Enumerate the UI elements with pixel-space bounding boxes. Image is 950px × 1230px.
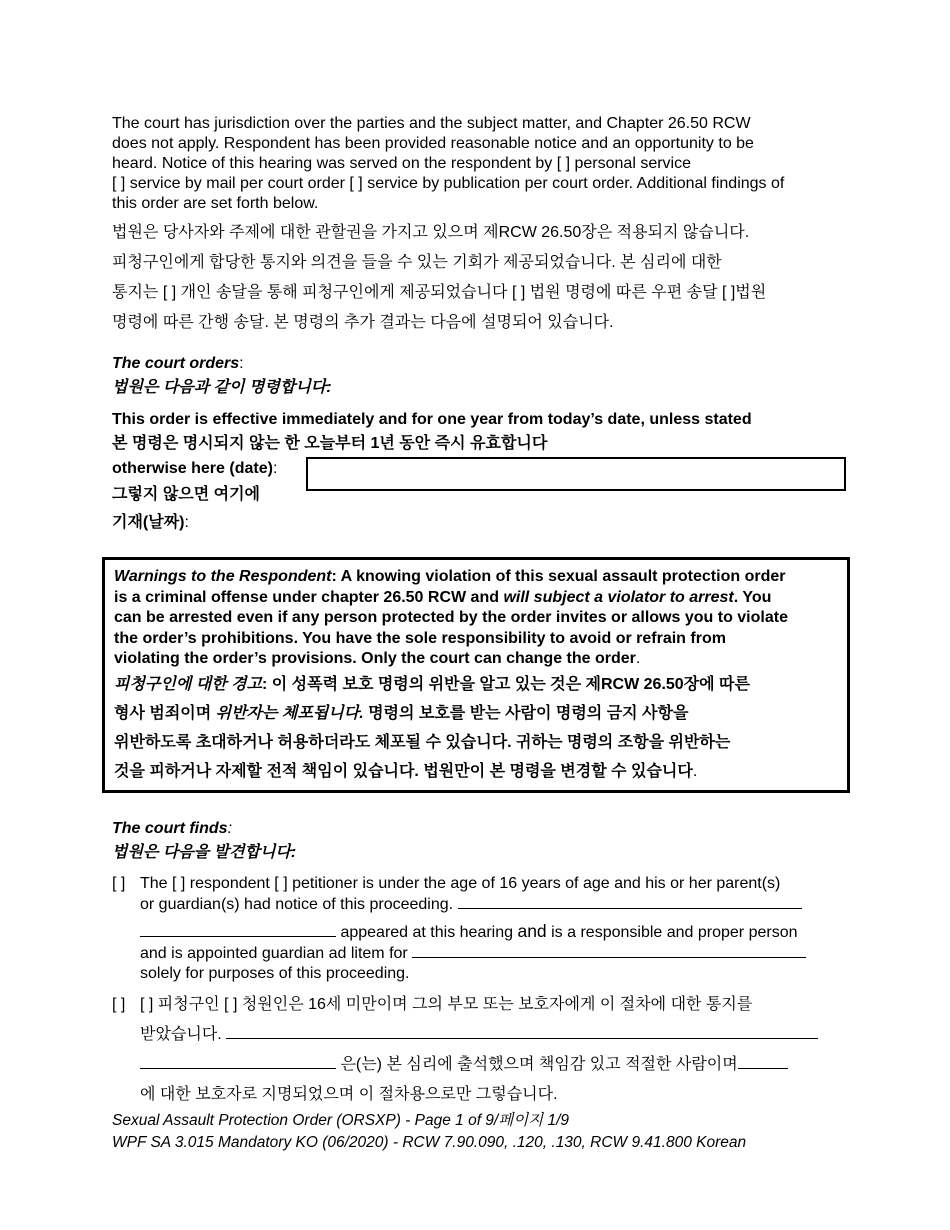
text-line: 명령에 따른 간행 송달. 본 명령의 추가 결과는 다음에 설명되어 있습니다. xyxy=(112,314,614,331)
text-line: [ ] service by mail per court order [ ] service by publication per court order. Additional findings of xyxy=(112,175,785,192)
text-span: 받았습니다. xyxy=(140,1026,222,1043)
warning-lead-en: Warnings to the Respondent xyxy=(114,568,332,585)
warning-text: . You xyxy=(733,588,772,606)
date-input[interactable] xyxy=(306,457,846,491)
ward-name-blank[interactable] xyxy=(412,943,806,958)
finds-heading xyxy=(112,817,852,841)
text-line: The [ ] respondent [ ] petitioner is under the age of 16 years of age and his or her parent(s) xyxy=(140,875,781,892)
text-line xyxy=(140,921,852,943)
warning-line xyxy=(114,567,839,588)
warning-text: is a criminal offense under chapter 26.50 RCW and xyxy=(114,588,504,606)
text-line: 에 대한 보호자로 지명되었으며 이 절차용으로만 그렇습니다. xyxy=(140,1086,558,1103)
jurisdiction-ko xyxy=(112,218,852,338)
text-span: 은(는) 본 심리에 출석했으며 책임감 있고 적절한 사람이며 xyxy=(336,1056,738,1073)
ward-name-blank-ko[interactable] xyxy=(738,1054,788,1069)
text-line xyxy=(140,894,852,915)
notice-blank-line-ko[interactable] xyxy=(226,1024,818,1039)
warning-line-ko xyxy=(114,757,839,786)
text-span: and xyxy=(517,921,547,941)
text-span: and is appointed guardian ad litem for xyxy=(140,945,413,962)
warning-text: : A knowing violation of this sexual assault protection order xyxy=(331,568,786,585)
orders-heading-en: The court orders xyxy=(112,355,240,372)
warning-line xyxy=(114,649,839,670)
date-row xyxy=(112,456,852,538)
text-line: 법원은 당사자와 주제에 대한 관할권을 가지고 있으며 제RCW 26.50장은 적용되지 않습니다. xyxy=(112,224,750,241)
page-footer xyxy=(112,1110,746,1154)
order-page xyxy=(112,114,852,538)
text-line: The court has jurisdiction over the parties and the subject matter, and Chapter 26.50 RCW xyxy=(112,115,751,132)
warning-line-ko: 위반하도록 초대하거나 허용하더라도 체포될 수 있습니다. 귀하는 명령의 조항을 위반하는 xyxy=(114,733,731,751)
warning-line-ko xyxy=(114,670,839,699)
colon: : xyxy=(239,355,244,372)
date-label-en xyxy=(112,456,307,482)
warning-line xyxy=(114,588,839,609)
warning-text: : 이 성폭력 보호 명령의 위반을 알고 있는 것은 제RCW 26.50장에 따른 xyxy=(262,675,750,693)
text-line: 통지는 [ ] 개인 송달을 통해 피청구인에게 제공되었습니다 [ ] 법원 명령에 따른 우편 송달 [ ]법원 xyxy=(112,284,767,301)
footer-line-2: WPF SA 3.015 Mandatory KO (06/2020) - RCW 7.90.090, .120, .130, RCW 9.41.800 Korean xyxy=(112,1134,747,1151)
text-span: appeared at this hearing xyxy=(336,924,518,941)
warning-arrest-ko: 위반자는 체포됩니다. xyxy=(215,704,364,722)
finding-checkbox[interactable]: [ ] xyxy=(112,996,126,1013)
notice-blank-line[interactable] xyxy=(458,894,802,909)
orders-heading-ko: 법원은 다음과 같이 명령합니다: xyxy=(112,379,332,396)
colon: : xyxy=(272,460,278,477)
warning-line: the order’s prohibitions. You have the sole responsibility to avoid or refrain from xyxy=(114,629,726,647)
text-line: does not apply. Respondent has been provided reasonable notice and an opportunity to be xyxy=(112,135,754,152)
date-label-ko-2-text: 기재(날짜) xyxy=(112,514,185,531)
orders-heading xyxy=(112,352,852,376)
finding-item-en xyxy=(112,874,852,984)
text-line: 피청구인에게 합당한 통지와 의견을 들을 수 있는 기회가 제공되었습니다. 본 심리에 대한 xyxy=(112,254,722,271)
date-labels xyxy=(112,456,307,538)
effective-en: This order is effective immediately and for one year from today’s date, unless stated xyxy=(112,411,752,428)
warning-line: can be arrested even if any person protected by the order invites or allows you to violate xyxy=(114,609,788,626)
period: . xyxy=(692,762,698,780)
warning-line-ko xyxy=(114,699,839,728)
court-finds-section xyxy=(112,817,852,1110)
respondent-warning-box xyxy=(102,557,850,793)
colon: : xyxy=(227,820,233,837)
guardian-name-blank-ko[interactable] xyxy=(140,1054,336,1069)
text-line xyxy=(140,943,852,964)
text-line: solely for purposes of this proceeding. xyxy=(140,965,410,982)
jurisdiction-en xyxy=(112,114,852,214)
guardian-name-blank[interactable] xyxy=(140,922,336,937)
finds-heading-ko: 법원은 다음을 발견합니다: xyxy=(112,844,297,861)
text-line: heard. Notice of this hearing was served on the respondent by [ ] personal service xyxy=(112,155,691,172)
date-label-ko-2 xyxy=(112,508,307,538)
period: . xyxy=(635,650,641,667)
text-line: [ ] 피청구인 [ ] 청원인은 16세 미만이며 그의 부모 또는 보호자에게 이 절차에 대한 통지를 xyxy=(140,996,753,1013)
text-line xyxy=(140,1050,852,1080)
warning-text: 명령의 보호를 받는 사람이 명령의 금지 사항을 xyxy=(363,704,689,722)
text-line xyxy=(140,1020,852,1050)
text-span: is a responsible and proper person xyxy=(546,924,798,941)
warning-lead-ko: 피청구인에 대한 경고 xyxy=(114,675,262,693)
text-span: or guardian(s) had notice of this proceeding. xyxy=(140,896,454,913)
warning-text: 형사 범죄이며 xyxy=(114,704,216,722)
colon: : xyxy=(184,514,189,531)
effective-ko: 본 명령은 명시되지 않는 한 오늘부터 1년 동안 즉시 유효합니다 xyxy=(112,435,548,452)
text-line: this order are set forth below. xyxy=(112,195,319,212)
finding-item-ko xyxy=(112,990,852,1110)
footer-line-1: Sexual Assault Protection Order (ORSXP) - Page 1 of 9/페이지 1/9 xyxy=(112,1112,570,1129)
warning-text: 것을 피하거나 자제할 전적 책임이 있습니다. 법원만이 본 명령을 변경할 수 있습니다 xyxy=(114,762,693,780)
date-label-en-text: otherwise here (date) xyxy=(112,460,273,477)
finds-heading-en: The court finds xyxy=(112,820,228,837)
finding-checkbox[interactable]: [ ] xyxy=(112,875,126,892)
date-label-ko-1: 그렇지 않으면 여기에 xyxy=(112,486,260,503)
warning-arrest-en: will subject a violator to arrest xyxy=(503,588,734,606)
warning-text: violating the order’s provisions. Only the court can change the order xyxy=(114,650,636,667)
